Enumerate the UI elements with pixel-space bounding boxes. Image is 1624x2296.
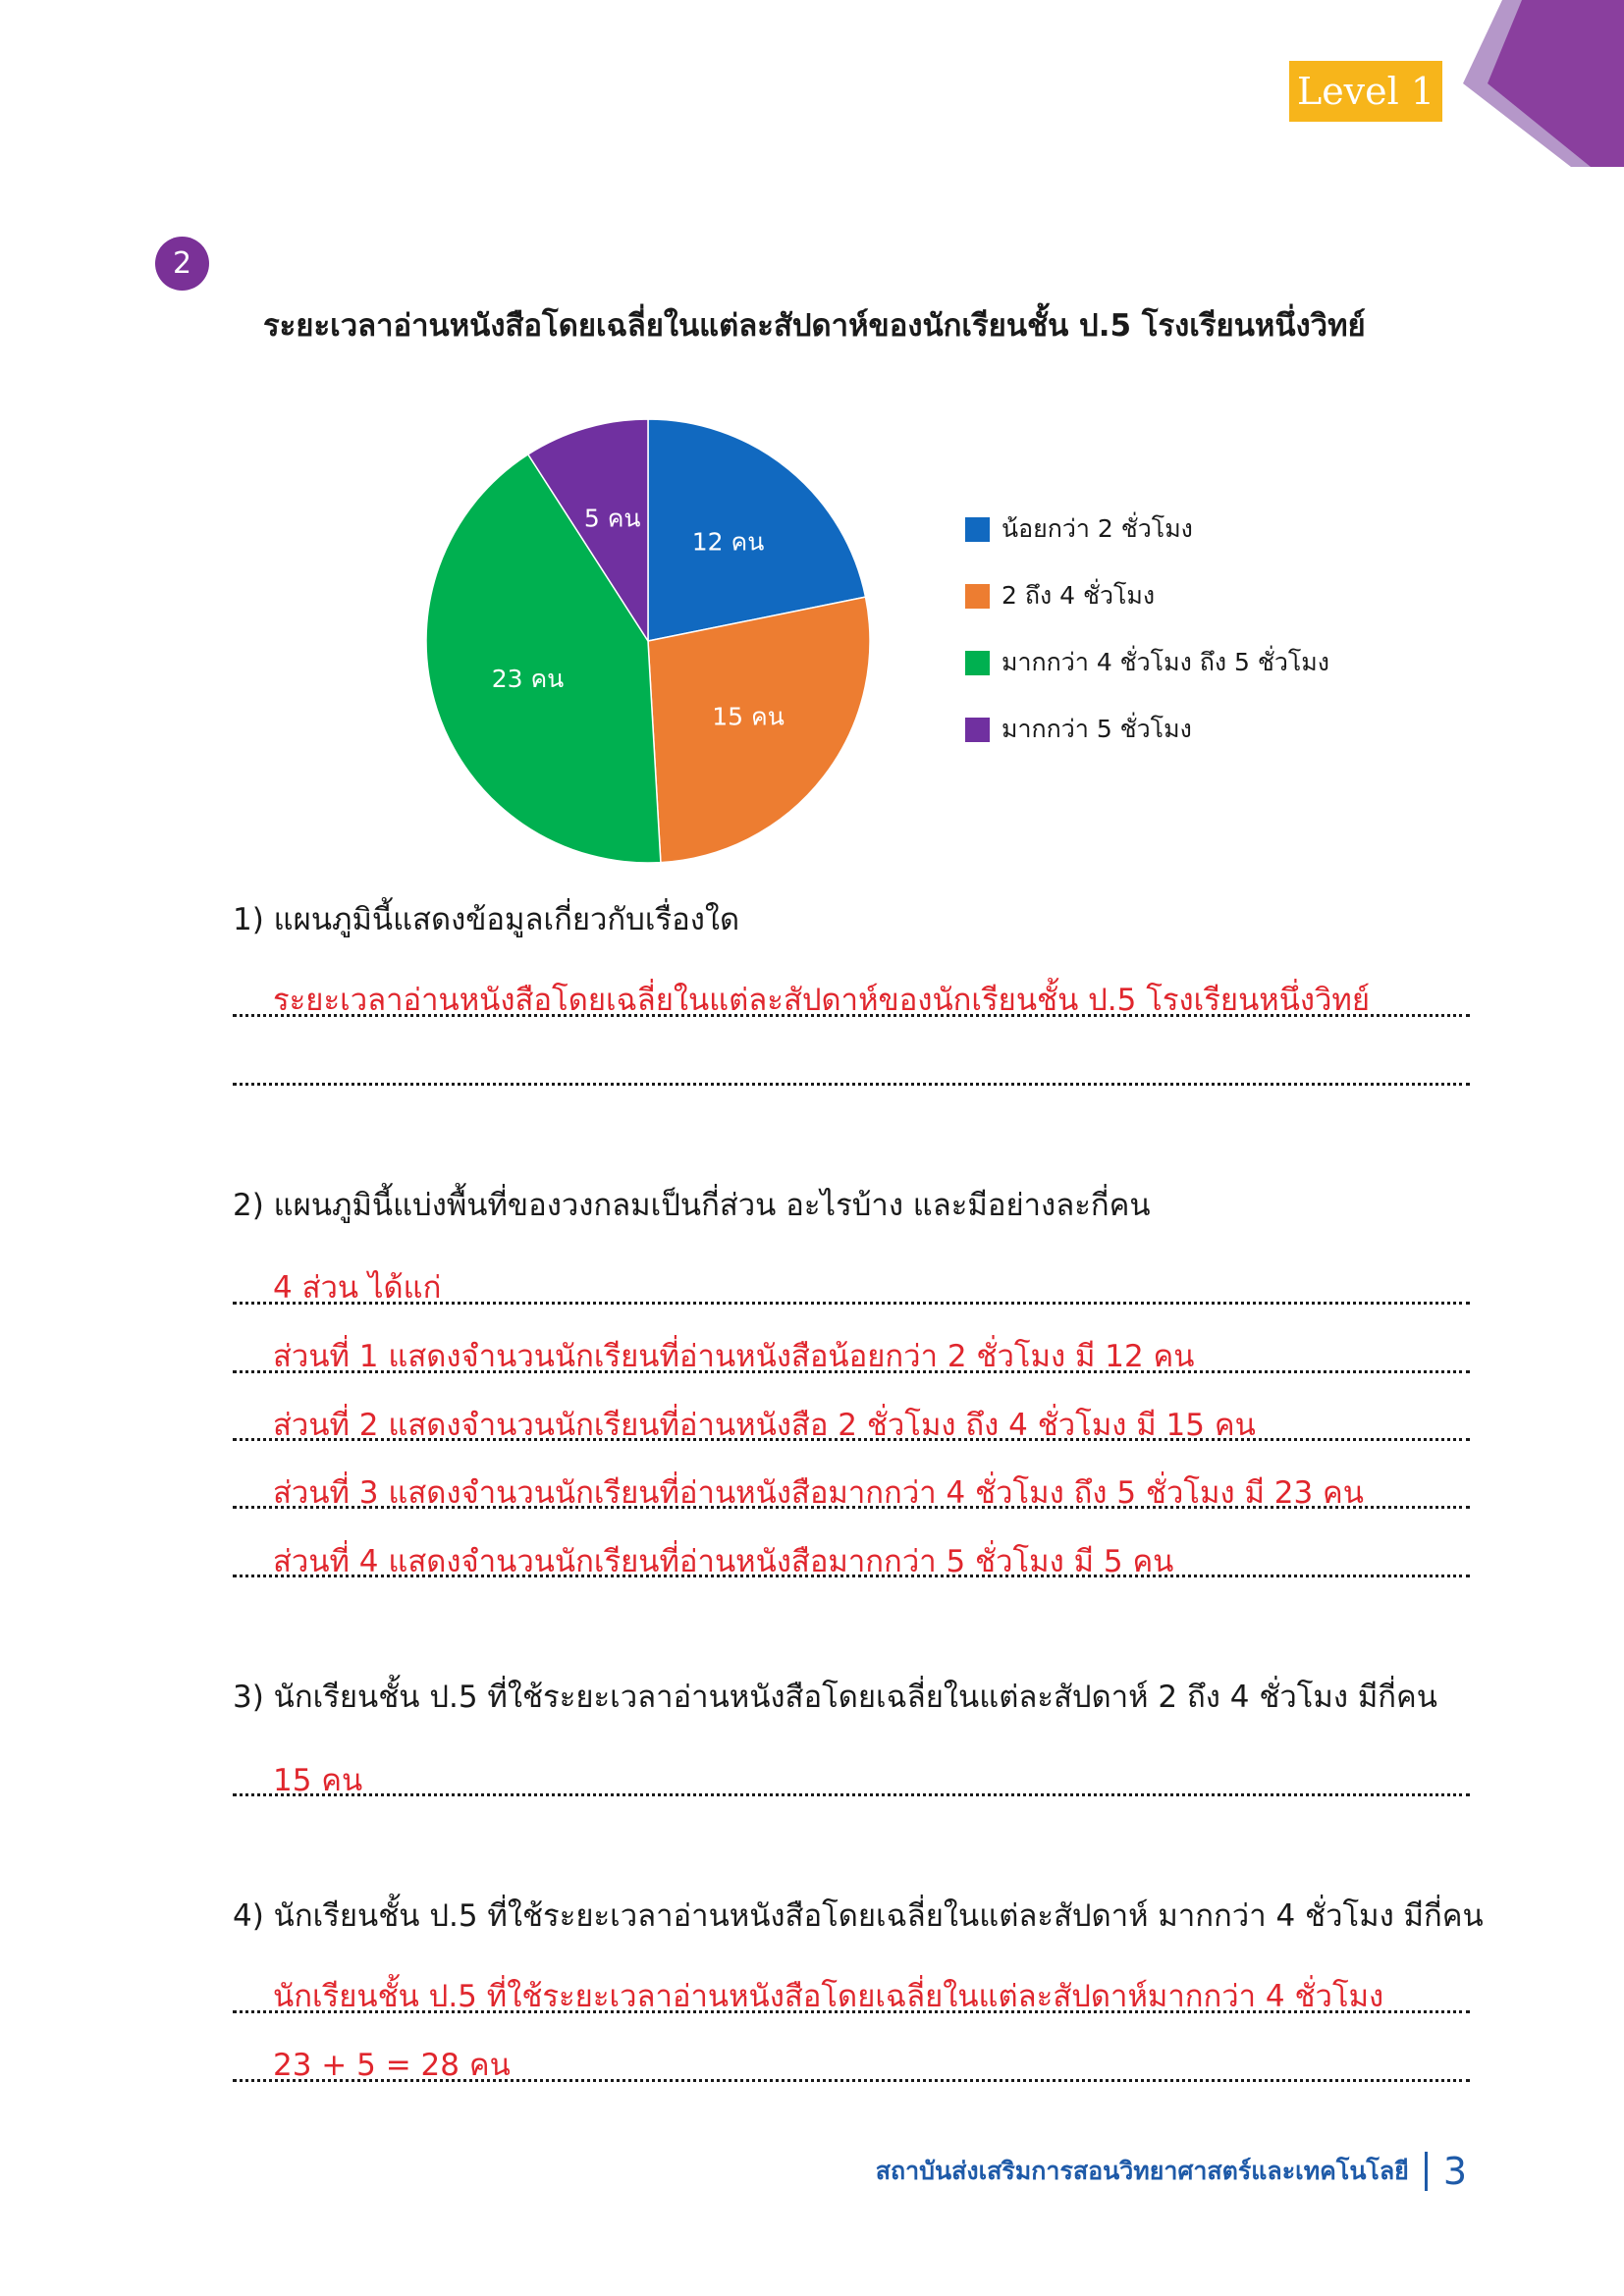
footer-divider: [1425, 2152, 1428, 2191]
chart-title: ระยะเวลาอ่านหนังสือโดยเฉลี่ยในแต่ละสัปดาห์ของนักเรียนชั้น ป.5 โรงเรียนหนึ่งวิทย์: [263, 308, 1366, 344]
pie-slice-label: 15 คน: [712, 702, 785, 731]
answer-line: [233, 1575, 1470, 1577]
legend-label: 2 ถึง 4 ชั่วโมง: [1001, 581, 1156, 610]
answer-line: [233, 1438, 1470, 1441]
answer-line: [233, 1506, 1470, 1509]
answer-4-line-1: นักเรียนชั้น ป.5 ที่ใช้ระยะเวลาอ่านหนังสือโดยเฉลี่ยในแต่ละสัปดาห์มากกว่า 4 ชั่วโมง: [273, 1979, 1384, 2014]
answer-2-line-3: ส่วนที่ 2 แสดงจำนวนนักเรียนที่อ่านหนังสือ 2 ชั่วโมง ถึง 4 ชั่วโมง มี 15 คน: [273, 1408, 1256, 1443]
pie-chart: [0, 373, 1624, 883]
legend-swatch: [965, 718, 990, 742]
question-4: 4) นักเรียนชั้น ป.5 ที่ใช้ระยะเวลาอ่านหนังสือโดยเฉลี่ยในแต่ละสัปดาห์ มากกว่า 4 ชั่วโมง มีกี่คน: [233, 1898, 1484, 1934]
answer-line: [233, 1370, 1470, 1373]
pie-slice-label: 5 คน: [583, 504, 641, 533]
answer-line: [233, 1793, 1470, 1796]
legend-label: มากกว่า 5 ชั่วโมง: [1001, 715, 1192, 743]
question-number-badge: 2: [155, 237, 209, 291]
answer-2-line-1: 4 ส่วน ได้แก่: [273, 1270, 442, 1306]
question-2: 2) แผนภูมินี้แบ่งพื้นที่ของวงกลมเป็นกี่ส่วน อะไรบ้าง และมีอย่างละกี่คน: [233, 1188, 1151, 1223]
answer-line: [233, 1302, 1470, 1305]
legend-swatch: [965, 584, 990, 609]
legend-swatch: [965, 651, 990, 675]
page-number: 3: [1442, 2150, 1467, 2193]
footer-organization: สถาบันส่งเสริมการสอนวิทยาศาสตร์และเทคโนโลยี: [875, 2157, 1409, 2185]
answer-2-line-2: ส่วนที่ 1 แสดงจำนวนนักเรียนที่อ่านหนังสือน้อยกว่า 2 ชั่วโมง มี 12 คน: [273, 1339, 1195, 1374]
pie-slice-label: 23 คน: [491, 664, 565, 693]
answer-line: [233, 1014, 1470, 1017]
answer-3-line-1: 15 คน: [273, 1763, 363, 1798]
question-3: 3) นักเรียนชั้น ป.5 ที่ใช้ระยะเวลาอ่านหนังสือโดยเฉลี่ยในแต่ละสัปดาห์ 2 ถึง 4 ชั่วโมง มีกี่คน: [233, 1680, 1437, 1715]
legend-swatch: [965, 517, 990, 542]
legend-label: น้อยกว่า 2 ชั่วโมง: [1001, 514, 1193, 543]
answer-2-line-5: ส่วนที่ 4 แสดงจำนวนนักเรียนที่อ่านหนังสือมากกว่า 5 ชั่วโมง มี 5 คน: [273, 1544, 1174, 1579]
answer-line: [233, 2010, 1470, 2013]
answer-1-line-1: ระยะเวลาอ่านหนังสือโดยเฉลี่ยในแต่ละสัปดาห์ของนักเรียนชั้น ป.5 โรงเรียนหนึ่งวิทย์: [273, 983, 1371, 1018]
answer-2-line-4: ส่วนที่ 3 แสดงจำนวนนักเรียนที่อ่านหนังสือมากกว่า 4 ชั่วโมง ถึง 5 ชั่วโมง มี 23 คน: [273, 1475, 1364, 1511]
answer-4-line-2: 23 + 5 = 28 คน: [273, 2048, 511, 2083]
pie-slice-label: 12 คน: [691, 527, 765, 557]
answer-line: [233, 2079, 1470, 2082]
question-1: 1) แผนภูมินี้แสดงข้อมูลเกี่ยวกับเรื่องใด: [233, 902, 740, 937]
level-badge: Level 1: [1289, 61, 1442, 122]
legend-label: มากกว่า 4 ชั่วโมง ถึง 5 ชั่วโมง: [1001, 648, 1329, 676]
answer-line: [233, 1083, 1470, 1086]
footer: [876, 2150, 1467, 2193]
